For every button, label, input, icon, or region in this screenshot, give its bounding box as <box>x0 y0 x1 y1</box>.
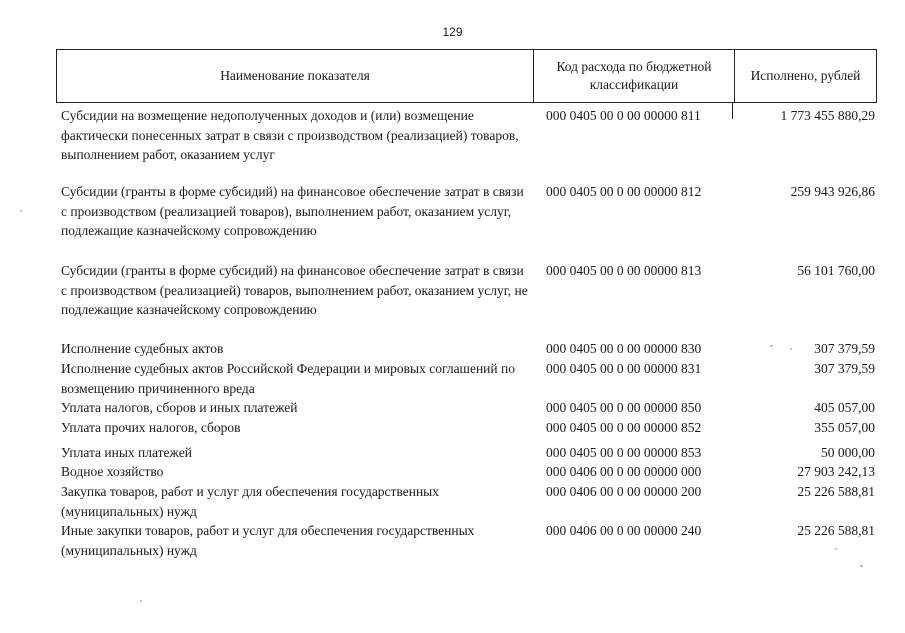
row-amount: 1 773 455 880,29 <box>780 108 875 123</box>
row-amount: 259 943 926,86 <box>790 184 875 199</box>
row-code: 000 0405 00 0 00 00000 852 <box>546 420 702 435</box>
header-amount: Исполнено, рублей <box>734 50 876 102</box>
row-name: Исполнение судебных актов <box>61 341 224 356</box>
row-name: Иные закупки товаров, работ и услуг для обеспечения государственных (муниципальных) нужд <box>61 523 475 558</box>
row-amount: 307 379,59 <box>814 361 875 376</box>
row-code: 000 0406 00 0 00 00000 000 <box>546 464 702 479</box>
row-code: 000 0405 00 0 00 00000 811 <box>546 108 701 123</box>
row-amount: 25 226 588,81 <box>797 484 875 499</box>
row-code: 000 0406 00 0 00 00000 200 <box>546 484 702 499</box>
row-name: Уплата прочих налогов, сборов <box>61 420 241 435</box>
header-name: Наименование показателя <box>220 68 370 83</box>
row-amount: 405 057,00 <box>814 400 875 415</box>
scan-speck <box>20 210 22 212</box>
row-name: Исполнение судебных актов Российской Федерации и мировых соглашений по возмещению причиненного вреда <box>61 361 515 396</box>
header-code: Код расхода по бюджетной классификации <box>533 50 734 102</box>
row-code: 000 0405 00 0 00 00000 850 <box>546 400 702 415</box>
row-name: Субсидии (гранты в форме субсидий) на финансовое обеспечение затрат в связи с производством (реализацией товаров), выполнением работ, оказанием услуг, подлежащие казначейскому сопровождению <box>61 184 524 238</box>
row-code: 000 0405 00 0 00 00000 831 <box>546 361 702 376</box>
row-amount: 355 057,00 <box>814 420 875 435</box>
row-code: 000 0405 00 0 00 00000 813 <box>546 263 702 278</box>
page-number: 129 <box>442 25 463 39</box>
row-name: Водное хозяйство <box>61 464 164 479</box>
row-amount: 56 101 760,00 <box>797 263 875 278</box>
row-name: Уплата налогов, сборов и иных платежей <box>61 400 298 415</box>
row-name: Уплата иных платежей <box>61 445 192 460</box>
scan-speck <box>770 345 773 347</box>
row-name: Субсидии на возмещение недополученных доходов и (или) возмещение фактически понесенных затрат в связи с производством (реализацией) товаров, выполнением работ, оказанием услуг <box>61 108 519 162</box>
row-amount: 307 379,59 <box>814 341 875 356</box>
scan-speck <box>790 348 792 350</box>
row-amount: 50 000,00 <box>821 445 875 460</box>
column-divider <box>732 103 733 119</box>
table-header <box>56 49 877 103</box>
row-code: 000 0405 00 0 00 00000 830 <box>546 341 702 356</box>
row-name: Закупка товаров, работ и услуг для обеспечения государственных (муниципальных) нужд <box>61 484 440 519</box>
row-code: 000 0405 00 0 00 00000 812 <box>546 184 702 199</box>
scan-speck <box>140 600 142 602</box>
scan-speck <box>860 565 863 567</box>
row-code: 000 0405 00 0 00 00000 853 <box>546 445 702 460</box>
row-amount: 27 903 242,13 <box>797 464 875 479</box>
scan-speck <box>835 548 837 550</box>
row-amount: 25 226 588,81 <box>797 523 875 538</box>
row-name: Субсидии (гранты в форме субсидий) на финансовое обеспечение затрат в связи с производством (реализацией) товаров, выполнением работ, оказанием услуг, не подлежащие казначейскому сопровождению <box>61 263 528 317</box>
row-code: 000 0406 00 0 00 00000 240 <box>546 523 702 538</box>
